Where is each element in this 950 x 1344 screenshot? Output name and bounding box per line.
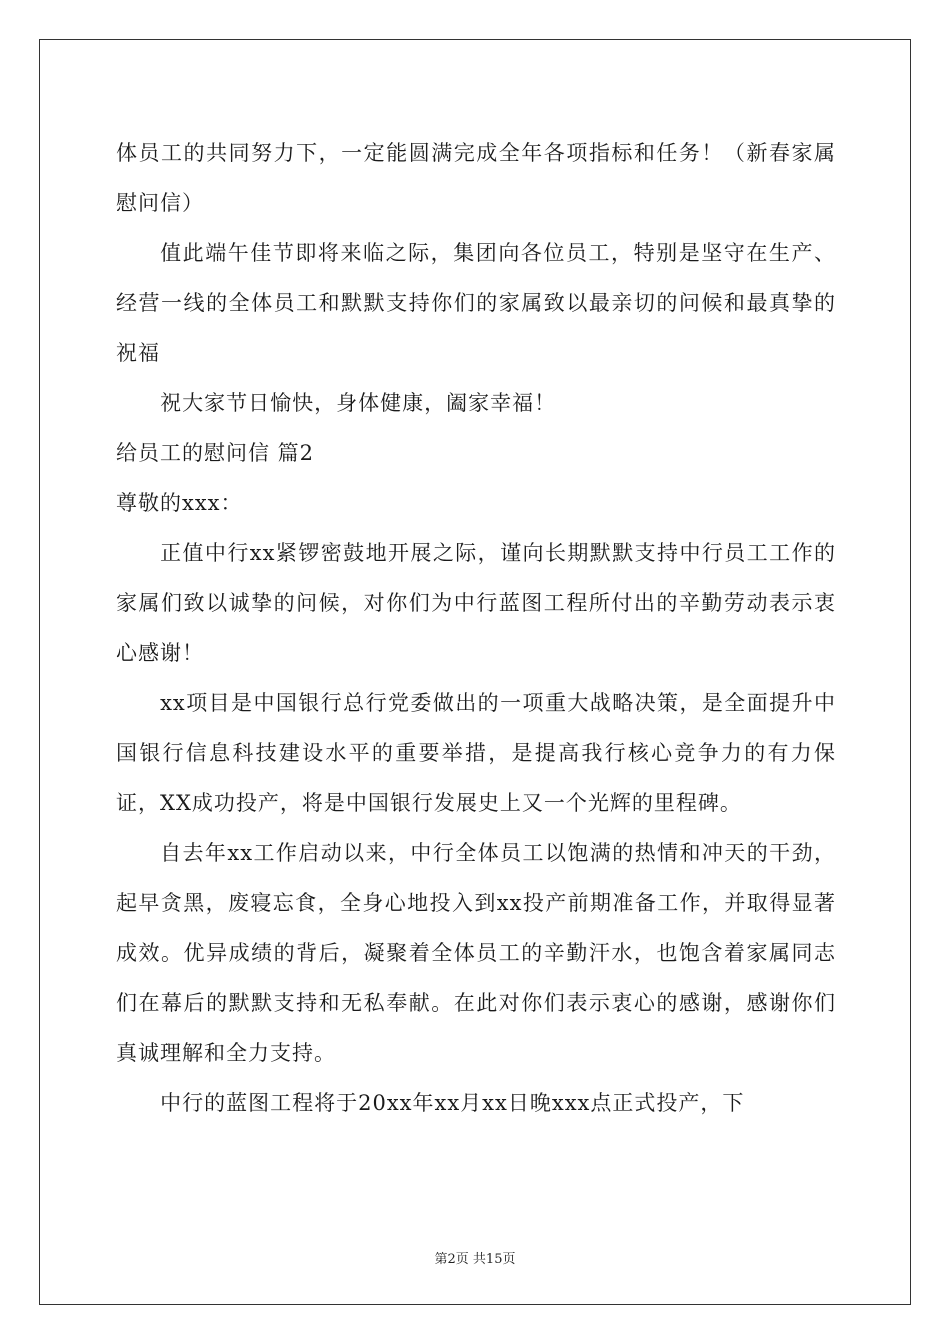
paragraph: 体员工的共同努力下，一定能圆满完成全年各项指标和任务！（新春家属慰问信） [116,141,836,215]
salutation: 尊敬的xxx： [116,491,243,515]
page-number-footer: 第2页 共15页 [434,1252,516,1267]
paragraph: 正值中行xx紧锣密鼓地开展之际，谨向长期默默支持中行员工工作的家属们致以诚挚的问候，对你们为中行蓝图工程所付出的辛勤劳动表示衷心感谢！ [116,541,836,665]
paragraph: xx项目是中国银行总行党委做出的一项重大战略决策，是全面提升中国银行信息科技建设水平的重要举措，是提高我行核心竞争力的有力保证，XX成功投产，将是中国银行发展史上又一个光辉的里程碑。 [116,691,836,815]
paragraph: 中行的蓝图工程将于20xx年xx月xx日晚xxx点正式投产，下 [160,1091,745,1115]
paragraph: 自去年xx工作启动以来，中行全体员工以饱满的热情和冲天的干劲，起早贪黑，废寝忘食，全身心地投入到xx投产前期准备工作，并取得显著成效。优异成绩的背后，凝聚着全体员工的辛勤汗水，也饱含着家属同志们在幕后的默默支持和无私奉献。在此对你们表示衷心的感谢，感谢你们真诚理解和全力支持。 [116,841,836,1065]
document-body [116,128,836,1128]
paragraph: 祝大家节日愉快，身体健康，阖家幸福！ [160,391,557,415]
paragraph: 值此端午佳节即将来临之际，集团向各位员工，特别是坚守在生产、经营一线的全体员工和默默支持你们的家属致以最亲切的问候和最真挚的祝福 [116,241,836,365]
section-heading: 给员工的慰问信 篇2 [116,441,315,465]
